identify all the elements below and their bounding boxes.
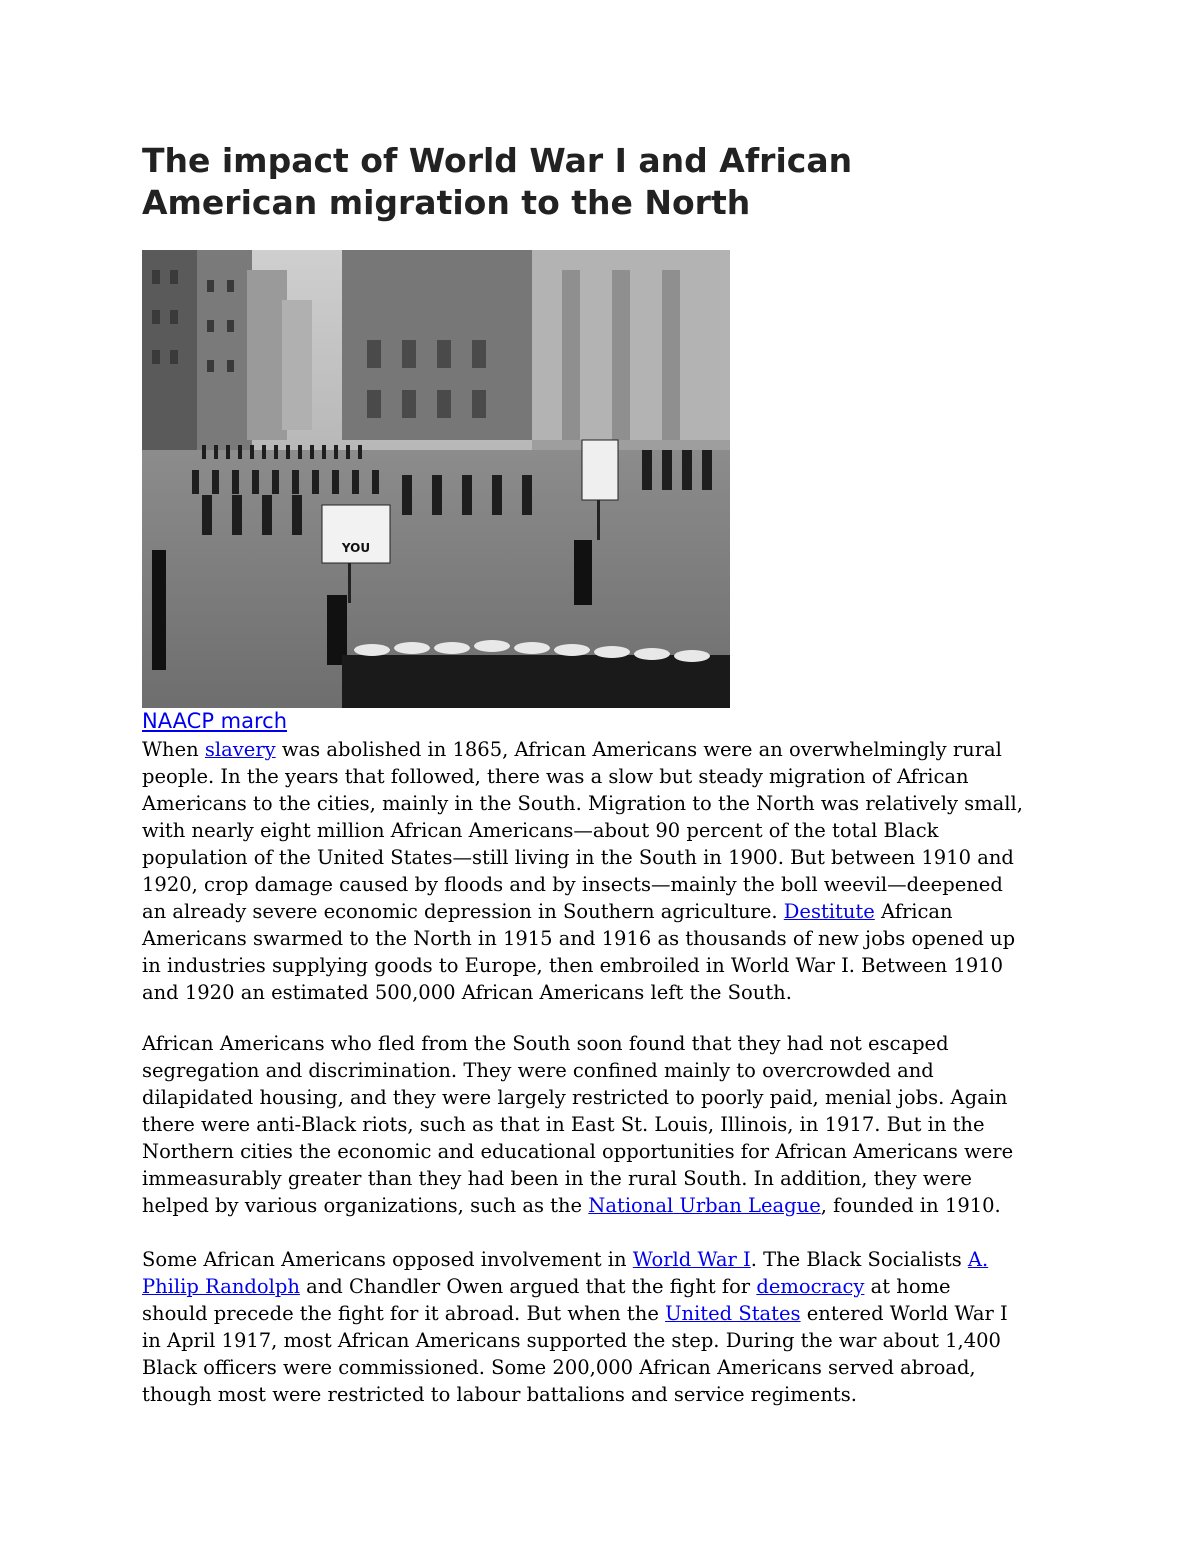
text-segment: entered World War I bbox=[800, 1302, 1008, 1325]
text-segment: and Chandler Owen argued that the fight for bbox=[299, 1275, 757, 1298]
link-slavery[interactable]: slavery bbox=[204, 738, 276, 761]
paragraph-3 bbox=[142, 1246, 1062, 1408]
link-democracy[interactable]: democracy bbox=[756, 1275, 865, 1298]
sign-you-text: YOU bbox=[341, 541, 371, 555]
text-line: immeasurably greater than they had been in the rural South. In addition, they were bbox=[142, 1167, 972, 1190]
caption-link[interactable]: NAACP march bbox=[142, 709, 288, 733]
paragraph-1 bbox=[142, 736, 1062, 1006]
text-line: with nearly eight million African Americans—about 90 percent of the total Black bbox=[142, 819, 939, 842]
text-line bbox=[142, 1300, 1062, 1327]
text-line bbox=[142, 898, 1062, 925]
text-segment: When bbox=[142, 738, 205, 761]
text-segment: at home bbox=[864, 1275, 951, 1298]
text-line: Americans to the cities, mainly in the South. Migration to the North was relatively small, bbox=[142, 792, 1023, 815]
title-line-1: The impact of World War I and African bbox=[142, 141, 853, 180]
text-line: segregation and discrimination. They were confined mainly to overcrowded and bbox=[142, 1059, 934, 1082]
text-line: African Americans who fled from the South soon found that they had not escaped bbox=[142, 1032, 949, 1055]
text-line: in industries supplying goods to Europe, then embroiled in World War I. Between 1910 bbox=[142, 954, 1004, 977]
text-line: 1920, crop damage caused by floods and by insects—mainly the boll weevil—deepened bbox=[142, 873, 1003, 896]
text-line: there were anti-Black riots, such as that in East St. Louis, Illinois, in 1917. But in the bbox=[142, 1113, 985, 1136]
text-line: in April 1917, most African Americans supported the step. During the war about 1,400 bbox=[142, 1329, 1001, 1352]
text-line: people. In the years that followed, there was a slow but steady migration of African bbox=[142, 765, 969, 788]
link-united-states[interactable]: United States bbox=[665, 1302, 801, 1325]
text-line bbox=[142, 736, 1062, 763]
text-line: Northern cities the economic and educational opportunities for African Americans were bbox=[142, 1140, 1014, 1163]
link-a-philip-randolph-part1[interactable]: A. bbox=[967, 1248, 989, 1271]
text-segment: Some African Americans opposed involvement in bbox=[142, 1248, 633, 1271]
text-segment: was abolished in 1865, African Americans were an overwhelmingly rural bbox=[275, 738, 1002, 761]
text-line bbox=[142, 1273, 1062, 1300]
text-segment: helped by various organizations, such as the bbox=[142, 1194, 589, 1217]
title-line-2: American migration to the North bbox=[142, 183, 751, 222]
text-line: though most were restricted to labour battalions and service regiments. bbox=[142, 1383, 857, 1406]
link-world-war-i[interactable]: World War I bbox=[632, 1248, 751, 1271]
text-segment: . The Black Socialists bbox=[750, 1248, 968, 1271]
text-segment: an already severe economic depression in Southern agriculture. bbox=[142, 900, 784, 923]
text-line bbox=[142, 1192, 1062, 1219]
naacp-march-photo bbox=[142, 250, 730, 708]
link-destitute[interactable]: Destitute bbox=[783, 900, 875, 923]
link-national-urban-league[interactable]: National Urban League bbox=[588, 1194, 821, 1217]
text-line bbox=[142, 1246, 1062, 1273]
text-segment: African bbox=[874, 900, 953, 923]
text-line: dilapidated housing, and they were largely restricted to poorly paid, menial jobs. Again bbox=[142, 1086, 1008, 1109]
page-title bbox=[142, 140, 1042, 224]
text-line: population of the United States—still living in the South in 1900. But between 1910 and bbox=[142, 846, 1014, 869]
text-line: and 1920 an estimated 500,000 African Americans left the South. bbox=[142, 981, 792, 1004]
paragraph-2 bbox=[142, 1030, 1062, 1219]
text-segment: , founded in 1910. bbox=[820, 1194, 1001, 1217]
photo-caption[interactable] bbox=[142, 708, 287, 735]
text-line: Black officers were commissioned. Some 200,000 African Americans served abroad, bbox=[142, 1356, 976, 1379]
link-a-philip-randolph-part2[interactable]: Philip Randolph bbox=[142, 1275, 300, 1298]
text-segment: should precede the fight for it abroad. But when the bbox=[142, 1302, 666, 1325]
text-line: Americans swarmed to the North in 1915 and 1916 as thousands of new jobs opened up bbox=[142, 927, 1016, 950]
